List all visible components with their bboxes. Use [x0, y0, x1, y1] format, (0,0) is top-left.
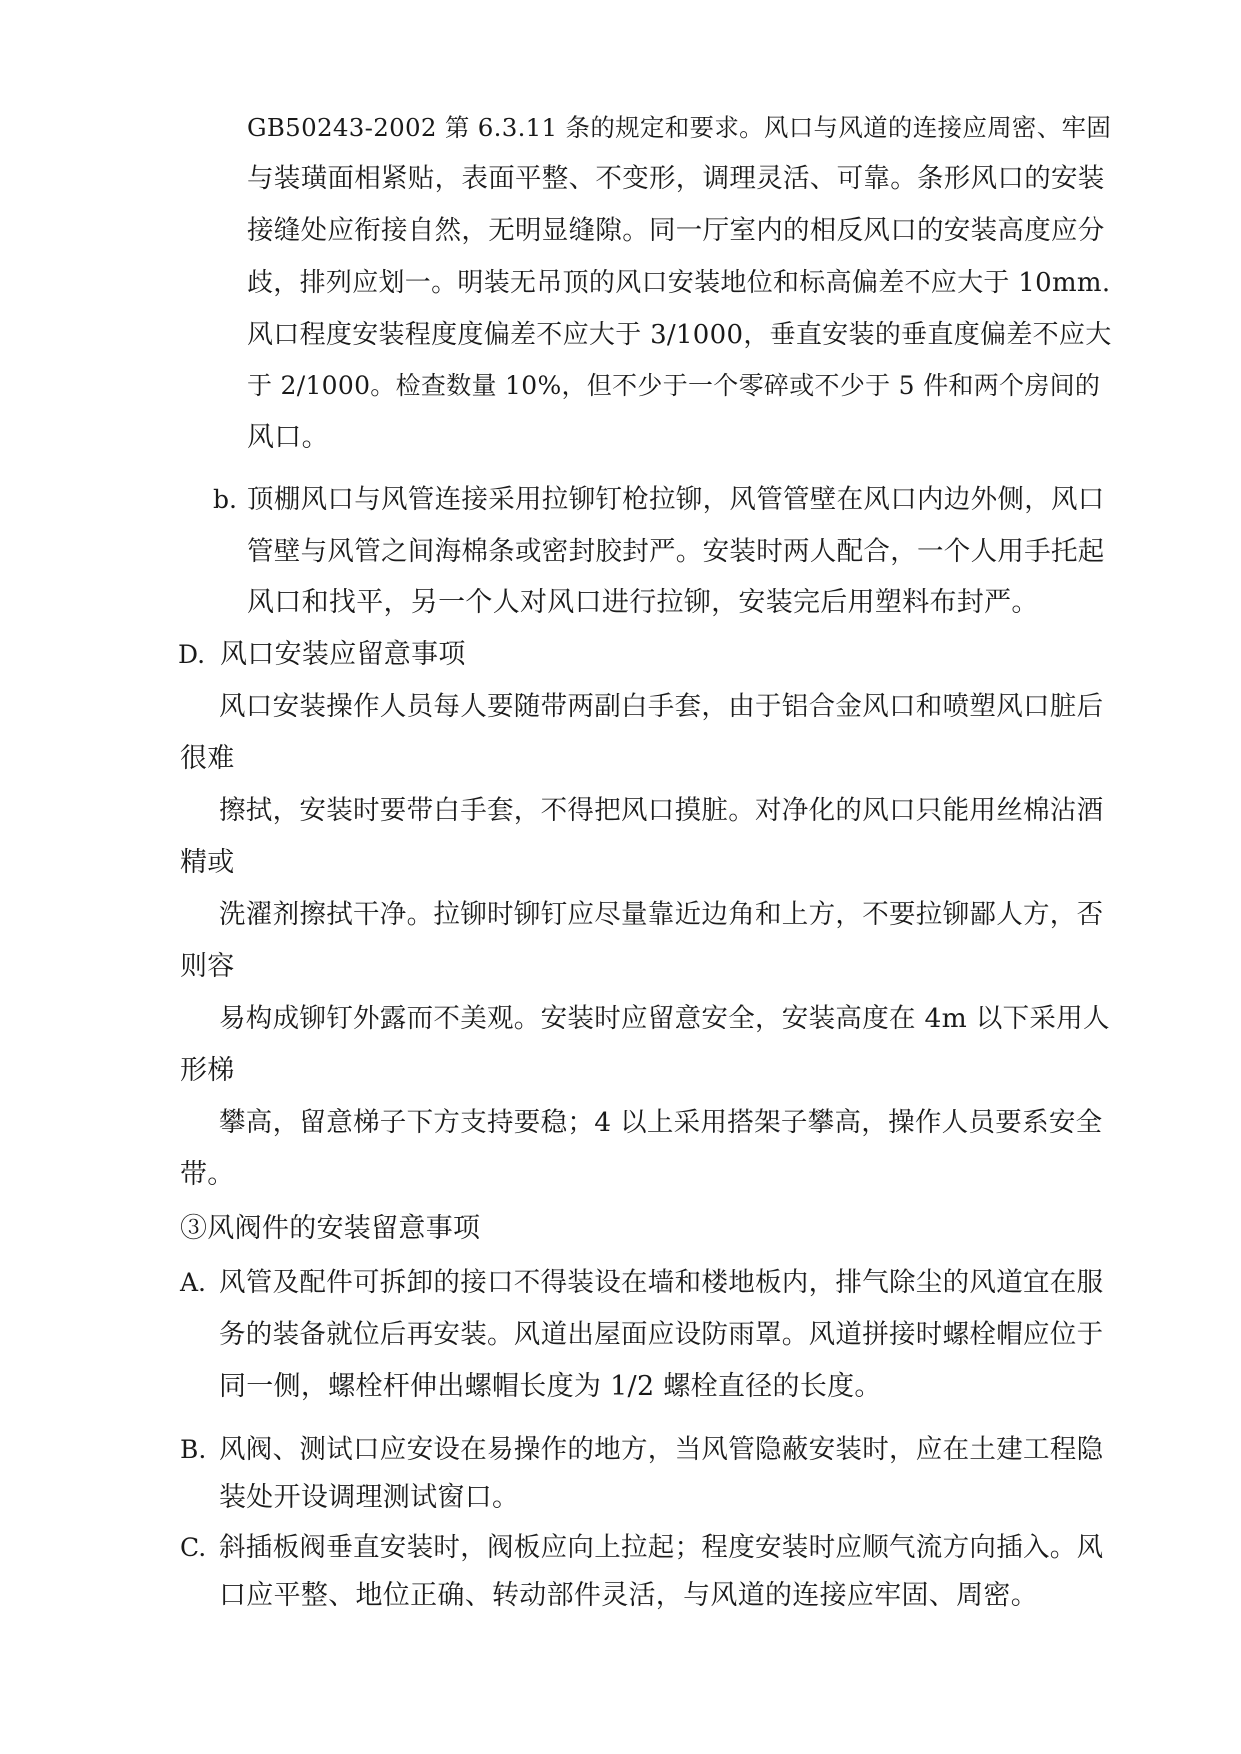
body-text-line: 风口安装操作人员每人要随带两副白手套，由于铝合金风口和喷塑风口脏后: [219, 691, 1104, 722]
list-marker: C.: [180, 1533, 207, 1562]
body-text-line: 歧，排列应划一。明装无吊顶的风口安装地位和标高偏差不应大于 10mm.: [247, 268, 1111, 298]
body-text-line: 攀高，留意梯子下方支持要稳；4 以上采用搭架子攀高，操作人员要系安全: [219, 1107, 1103, 1138]
list-item-text-line: 斜插板阀垂直安装时，阀板应向上拉起；程度安装时应顺气流方向插入。风: [219, 1532, 1104, 1563]
list-item-text-line: 顶棚风口与风管连接采用拉铆钉枪拉铆，风管管壁在风口内边外侧，风口: [247, 484, 1105, 515]
list-item-text-line: 口应平整、地位正确、转动部件灵活，与风道的连接应牢固、周密。: [219, 1580, 1038, 1611]
section-heading: ③风阀件的安装留意事项: [180, 1213, 481, 1244]
list-marker: B.: [180, 1435, 207, 1464]
section-marker: D.: [178, 640, 206, 669]
list-item-text-line: 风口和找平，另一个人对风口进行拉铆，安装完后用塑料布封严。: [247, 587, 1039, 618]
body-text-line: 擦拭，安装时要带白手套，不得把风口摸脏。对净化的风口只能用丝棉沾酒: [219, 795, 1104, 826]
list-item-text-line: 装处开设调理测试窗口。: [219, 1482, 520, 1513]
list-item-text-line: 同一侧，螺栓杆伸出螺帽长度为 1/2 螺栓直径的长度。: [219, 1371, 882, 1402]
list-item-text-line: 风阀、测试口应安设在易操作的地方，当风管隐蔽安装时，应在土建工程隐: [219, 1434, 1104, 1465]
body-text-line: 形梯: [180, 1055, 235, 1086]
body-text-line: 很难: [180, 743, 235, 774]
body-text-line: 于 2/1000。检查数量 10%，但不少于一个零碎或不少于 5 件和两个房间的: [247, 371, 1101, 400]
list-item-text-line: 风管及配件可拆卸的接口不得装设在墙和楼地板内，排气除尘的风道宜在服: [219, 1267, 1104, 1298]
body-text-line: 易构成铆钉外露而不美观。安装时应留意安全，安装高度在 4m 以下采用人: [219, 1003, 1110, 1034]
body-text-line: 洗濯剂擦拭干净。拉铆时铆钉应尽量靠近边角和上方，不要拉铆鄙人方，否: [219, 899, 1104, 930]
list-item-text-line: 管壁与风管之间海棉条或密封胶封严。安装时两人配合，一个人用手托起: [247, 536, 1105, 567]
section-heading: 风口安装应留意事项: [220, 639, 466, 670]
body-text-line: 与装璜面相紧贴，表面平整、不变形，调理灵活、可靠。条形风口的安装: [247, 163, 1105, 194]
list-item-text-line: 务的装备就位后再安装。风道出屋面应设防雨罩。风道拼接时螺栓帽应位于: [219, 1319, 1104, 1350]
body-text-line: GB50243-2002 第 6.3.11 条的规定和要求。风口与风道的连接应周密、牢固: [247, 113, 1112, 142]
body-text-line: 带。: [180, 1159, 235, 1190]
body-text-line: 精或: [180, 847, 235, 878]
body-text-line: 风口程度安装程度度偏差不应大于 3/1000，垂直安装的垂直度偏差不应大: [247, 320, 1112, 350]
list-marker: A.: [180, 1268, 207, 1297]
body-text-line: 则容: [180, 951, 235, 982]
body-text-line: 风口。: [247, 422, 329, 453]
body-text-line: 接缝处应衔接自然，无明显缝隙。同一厅室内的相反风口的安装高度应分: [247, 215, 1105, 246]
list-marker: b.: [213, 485, 237, 514]
